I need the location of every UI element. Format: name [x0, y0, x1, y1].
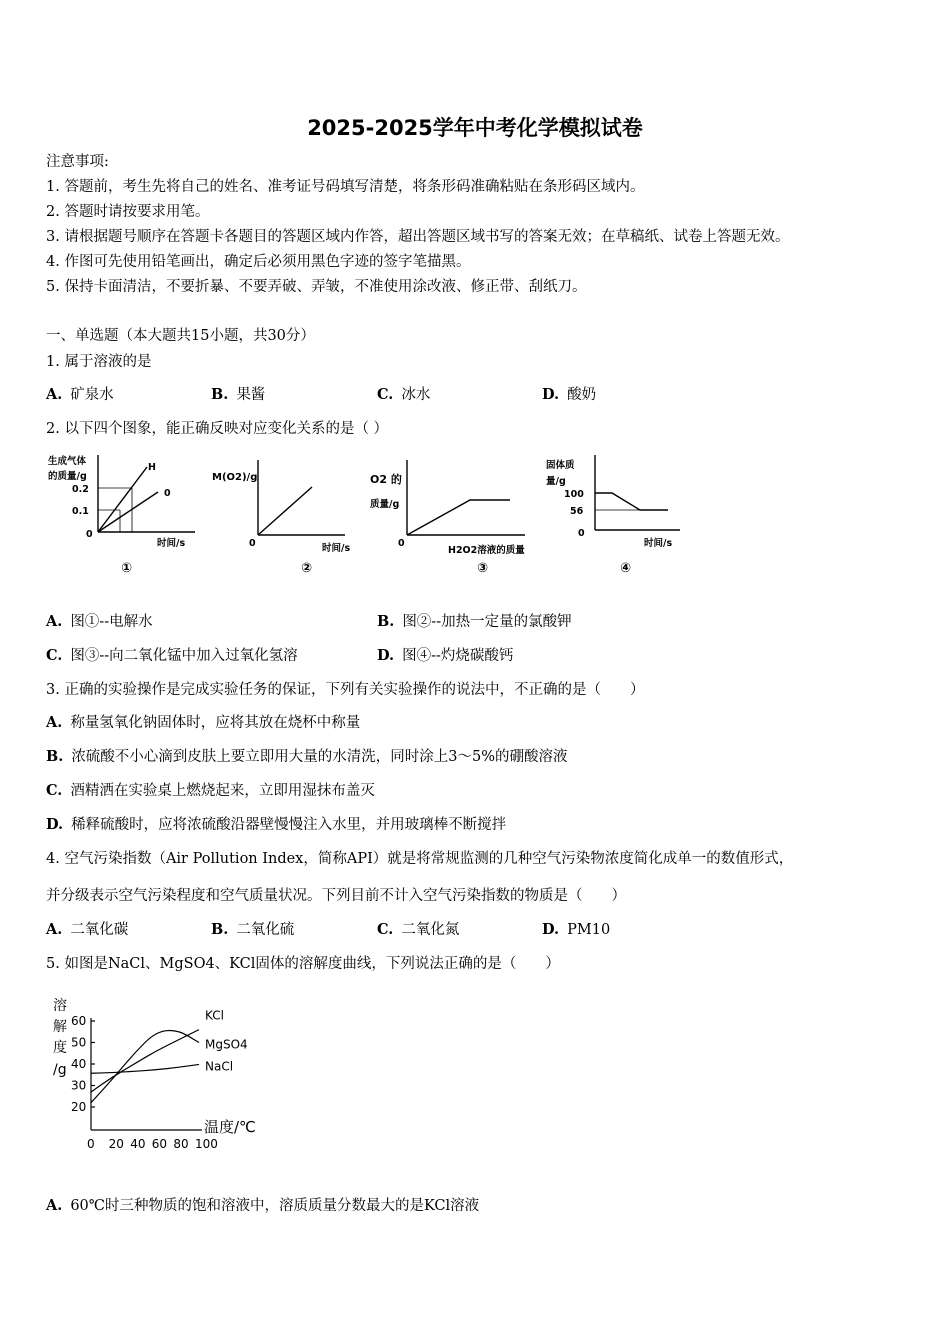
- chart-y-tick-label: 50: [71, 1035, 87, 1050]
- series-line-kcl: [91, 1030, 199, 1092]
- question-2-stem: 2. 以下四个图象，能正确反映对应变化关系的是（ ）: [46, 421, 389, 437]
- q4-option-d: D. PM10: [542, 921, 611, 938]
- series-label-nacl: NaCl: [205, 1059, 234, 1074]
- question-5-stem: 5. 如图是NaCl、MgSO4、KCl固体的溶解度曲线，下列说法正确的是（ ）: [46, 956, 560, 972]
- g1-line-o: 0: [164, 488, 171, 499]
- series-label-kcl: KCl: [205, 1008, 224, 1023]
- chart-x-tick-label: 40: [130, 1137, 146, 1151]
- g4-number: ④: [620, 561, 632, 576]
- q5-option-a: A. 60℃时三种物质的饱和溶液中，溶质质量分数最大的是KCl溶液: [46, 1197, 480, 1214]
- chart-xlabel: 温度/℃: [204, 1118, 256, 1136]
- g3-ylabel: O2 的: [370, 473, 402, 486]
- notice-item: 2. 答题时请按要求用笔。: [46, 204, 210, 220]
- q2-option-c: C. 图③--向二氧化锰中加入过氧化氢溶: [46, 647, 298, 664]
- q3-option-d: D. 稀释硫酸时，应将浓硫酸沿器壁慢慢注入水里，并用玻璃棒不断搅拌: [46, 816, 507, 833]
- g1-xlabel: 时间/s: [157, 538, 186, 549]
- q1-option-d: D. 酸奶: [542, 386, 597, 403]
- g2-number: ②: [301, 561, 313, 576]
- notice-item: 1. 答题前，考生先将自己的姓名、准考证号码填写清楚，将条形码准确粘贴在条形码区域内。: [46, 179, 645, 195]
- q3-option-a: A. 称量氢氧化钠固体时，应将其放在烧杯中称量: [46, 714, 361, 731]
- q1-option-c: C. 冰水: [377, 386, 431, 403]
- chart-y-tick-label: 60: [71, 1014, 87, 1028]
- g1-ylabel-unit: 的质量/g: [48, 471, 87, 482]
- chart-ylabel-2: 解: [53, 1019, 67, 1035]
- chart-y-tick-label: 40: [71, 1057, 87, 1071]
- q1-option-b: B. 果酱: [211, 386, 266, 403]
- g3-number: ③: [477, 561, 489, 576]
- chart-x-tick-label: 60: [151, 1137, 168, 1151]
- notice-item: 5. 保持卡面清洁，不要折暴、不要弄破、弄皱，不准使用涂改液、修正带、刮纸刀。: [46, 279, 587, 295]
- notice-item: 3. 请根据题号顺序在答题卡各题目的答题区域内作答，超出答题区域书写的答案无效；在草稿纸、试卷上答题无效。: [46, 229, 790, 245]
- chart-x-tick-label: 20: [108, 1137, 124, 1151]
- g4-origin: 0: [578, 528, 585, 539]
- q4-option-a: A. 二氧化碳: [46, 921, 129, 938]
- g3-origin: 0: [398, 538, 405, 549]
- g4-ylabel-unit: 量/g: [546, 476, 566, 487]
- chart-ylabel-1: 溶: [53, 998, 67, 1014]
- question-4-stem: 4. 空气污染指数（Air Pollution Index，简称API）就是将常规监测的几种空气污染物浓度简化成单一的数值形式，: [46, 851, 794, 867]
- series-label-mgso4: MgSO4: [205, 1037, 248, 1052]
- q1-option-a: A. 矿泉水: [46, 386, 114, 403]
- q2-option-b: B. 图②--加热一定量的氯酸钾: [377, 613, 572, 630]
- g4-ylabel: 固体质: [546, 460, 575, 471]
- g2-origin: 0: [249, 538, 256, 549]
- question-3-stem: 3. 正确的实验操作是完成实验任务的保证，下列有关实验操作的说法中，不正确的是（ ）: [46, 682, 645, 698]
- g1-line-h: H: [148, 462, 156, 473]
- q3-option-b: B. 浓硫酸不小心滴到皮肤上要立即用大量的水清洗，同时涂上3～5%的硼酸溶液: [46, 748, 568, 765]
- g4-xlabel: 时间/s: [644, 538, 673, 549]
- g1-tick-lo: 0.1: [72, 506, 89, 517]
- page-title: 2025-2025学年中考化学模拟试卷: [307, 116, 643, 140]
- chart-x-tick-label: 80: [173, 1137, 189, 1151]
- series-line-nacl: [91, 1064, 199, 1073]
- chart-x-tick-label: 100: [195, 1137, 218, 1151]
- notice-item: 4. 作图可先使用铅笔画出，确定后必须用黑色字迹的签字笔描黑。: [46, 254, 471, 270]
- g1-ylabel: 生成气体: [48, 456, 87, 467]
- chart-ylabel-3: 度: [53, 1040, 67, 1056]
- g1-tick-hi: 0.2: [72, 484, 89, 495]
- g3-xlabel: H2O2溶液的质量: [448, 545, 525, 556]
- chart-y-tick-label: 30: [71, 1078, 87, 1093]
- question-4-stem-cont: 并分级表示空气污染程度和空气质量状况。下列目前不计入空气污染指数的物质是（ ）: [46, 888, 626, 904]
- question-1-stem: 1. 属于溶液的是: [46, 354, 152, 370]
- q2-graphs: [40, 450, 720, 585]
- chart-y-tick-label: 20: [71, 1100, 87, 1114]
- q3-option-c: C. 酒精洒在实验桌上燃烧起来，立即用湿抹布盖灭: [46, 782, 375, 799]
- chart-ylabel-4: /g: [53, 1062, 67, 1078]
- notice-heading: 注意事项:: [46, 154, 109, 170]
- g4-tick-hi: 100: [564, 489, 584, 500]
- g1-number: ①: [121, 561, 133, 576]
- g4-tick-lo: 56: [570, 506, 584, 517]
- g3-ylabel-unit: 质量/g: [370, 499, 400, 510]
- g2-ylabel: M(O2)/g: [212, 472, 258, 483]
- section-heading: 一、单选题（本大题共15小题，共30分）: [46, 328, 315, 344]
- q4-option-b: B. 二氧化硫: [211, 921, 295, 938]
- g1-origin: 0: [86, 529, 93, 540]
- q4-option-c: C. 二氧化氮: [377, 921, 460, 938]
- q2-option-a: A. 图①--电解水: [46, 613, 153, 630]
- solubility-chart: [40, 990, 280, 1160]
- chart-x-tick-label: 0: [87, 1137, 95, 1151]
- q2-option-d: D. 图④--灼烧碳酸钙: [377, 647, 514, 664]
- g2-xlabel: 时间/s: [322, 543, 351, 554]
